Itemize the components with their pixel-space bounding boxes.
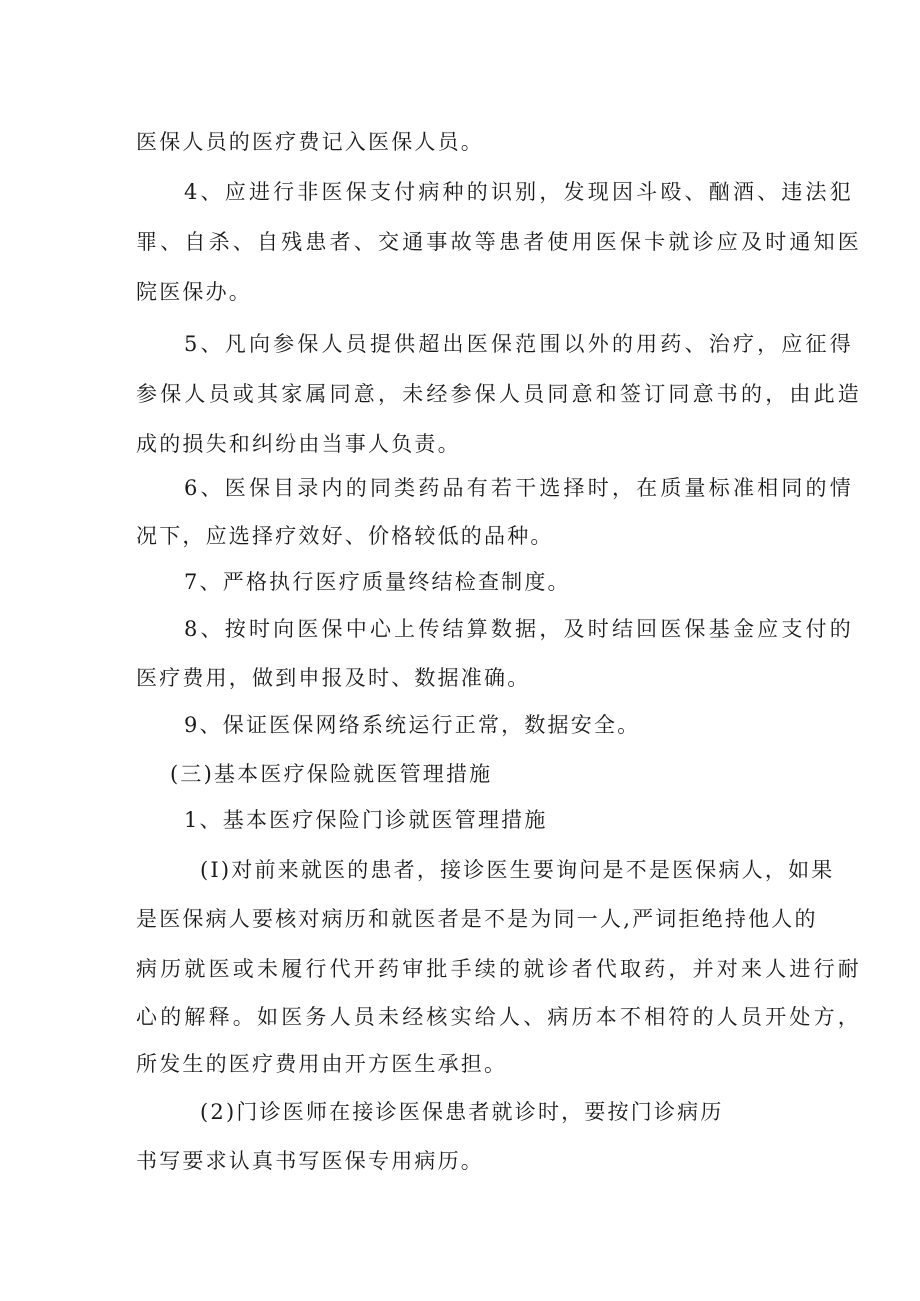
item-4-line-1: 4、应进行非医保支付病种的识别，发现因斗殴、酗酒、违法犯 <box>184 180 854 204</box>
item-i-line-5: 所发生的医疗费用由开方医生承担。 <box>136 1052 508 1076</box>
text-line-1: 医保人员的医疗费记入医保人员。 <box>136 130 484 154</box>
item-5-line-2: 参保人员或其家属同意，未经参保人员同意和签订同意书的，由此造 <box>136 382 862 406</box>
item-2-line-1: (2)门诊医师在接诊医保患者就诊时，要按门诊病历 <box>200 1100 724 1124</box>
item-2-line-2: 书写要求认真书写医保专用病历。 <box>136 1149 484 1173</box>
item-7-line-1: 7、严格执行医疗质量终结检查制度。 <box>184 570 571 594</box>
subsection-heading: 1、基本医疗保险门诊就医管理措施 <box>184 808 548 832</box>
section-heading: (三)基本医疗保险就医管理措施 <box>170 762 493 786</box>
item-i-line-2: 是医保病人要核对病历和就医者是不是为同一人,严词拒绝持他人的 <box>136 907 818 931</box>
item-i-line-1: (I)对前来就医的患者，接诊医生要询问是不是医保病人，如果 <box>200 858 835 882</box>
item-6-line-2: 况下，应选择疗效好、价格较低的品种。 <box>136 524 554 548</box>
item-9-line-1: 9、保证医保网络系统运行正常，数据安全。 <box>184 713 641 737</box>
item-4-line-3: 院医保办。 <box>136 280 252 304</box>
item-i-line-4: 心的解释。如医务人员未经核实给人、病历本不相符的人员开处方， <box>136 1005 862 1029</box>
item-5-line-3: 成的损失和纠纷由当事人负责。 <box>136 432 461 456</box>
item-8-line-1: 8、按时向医保中心上传结算数据，及时结回医保基金应支付的 <box>184 617 854 641</box>
item-5-line-1: 5、凡向参保人员提供超出医保范围以外的用药、治疗，应征得 <box>184 332 854 356</box>
item-4-line-2: 罪、自杀、自残患者、交通事故等患者使用医保卡就诊应及时通知医 <box>136 230 862 254</box>
item-6-line-1: 6、医保目录内的同类药品有若干选择时，在质量标准相同的情 <box>184 476 854 500</box>
item-8-line-2: 医疗费用，做到申报及时、数据准确。 <box>136 666 531 690</box>
item-i-line-3: 病历就医或未履行代开药审批手续的就诊者代取药，并对来人进行耐 <box>136 957 862 981</box>
